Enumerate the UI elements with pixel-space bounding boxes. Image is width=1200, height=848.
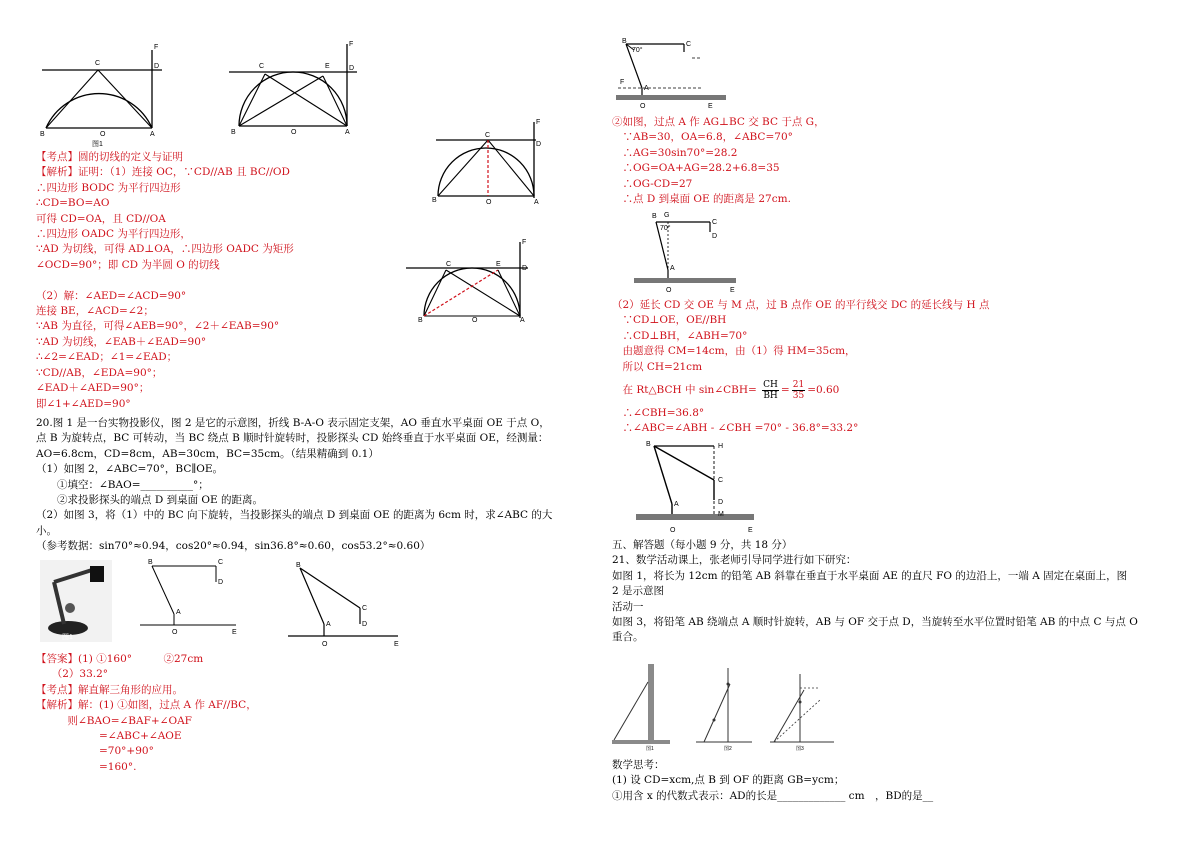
frac-prefix: 在 Rt△BCH 中 sin∠CBH= [612,384,757,396]
ans20-line: 则∠BAO=∠BAF+∠OAF [36,714,192,727]
label-O: O [100,131,106,138]
sec5-line: 重合。 [612,631,644,644]
sol19-line: 【考点】圆的切线的定义与证明 [36,151,183,163]
projector-photo [40,560,112,642]
sol-line: 由题意得 CM=14cm，由（1）得 HM=35cm， [612,345,856,358]
sec5-line: 如图 3，将铅笔 AB 绕端点 A 顺时针旋转，AB 与 OF 交于点 D，当旋转至水平位置时铅笔 AB 的中点 C 与点 O [612,616,1138,629]
label-B: B [231,129,236,136]
sol19-line [36,273,294,288]
label-fig1: 图1 [62,634,73,641]
label-B: B [622,38,627,45]
frac-eq: = [780,384,790,396]
label-C: C [686,41,692,48]
sol-line: ∵AB=30，OA=6.8，∠ABC=70° [612,131,793,144]
right-figure-BH [634,438,758,536]
label-C: C [218,559,224,566]
sol19-line: ∴四边形 BODC 为平行四边形 [36,181,181,194]
section-5 [612,538,1138,646]
frac-num: 21 [792,379,805,390]
sol19-line: 即∠1+∠AED=90° [36,397,131,410]
sol-line: ∴∠ABC=∠ABH - ∠CBH =70° - 36.8°=33.2° [612,422,859,435]
semicircle-figure-2 [225,40,365,140]
label-A: A [150,131,155,138]
q20-line: AO=6.8cm，CD=8cm，AB=30cm，BC=35cm。（结果精确到 0.1） [36,447,379,460]
label-O: O [291,129,297,136]
right-figure-AG [632,208,742,296]
sol19-line: ∵AB 为直径，可得∠AEB=90°，∠2＋∠EAB=90° [36,320,280,333]
label-fig2: 图2 [724,746,732,752]
label-F: F [522,239,527,246]
frac-den: 35 [792,390,805,401]
sol-line: （2）延长 CD 交 OE 与 M 点，过 B 点作 OE 的平行线交 DC 的延长线与 H 点 [612,299,990,311]
label-D: D [362,621,368,628]
label-A: A [644,85,649,92]
solution-20-part2-result [612,406,858,437]
label-fig3: 图3 [796,746,804,752]
sol19-line: ∠OCD=90°；即 CD 为半圆 O 的切线 [36,258,220,271]
label-angle70: 70° [632,47,643,54]
label-B: B [40,131,45,138]
label-A: A [520,317,525,324]
sol-line: ∴点 D 到桌面 OE 的距离是 27cm. [612,193,791,206]
label-H: H [718,443,724,450]
label-O: O [472,317,478,324]
answer-20 [36,652,257,775]
q20-line: （1）如图 2，∠ABC=70°，BC∥OE。 [36,463,224,476]
label-C: C [259,63,265,70]
label-E: E [232,629,237,636]
label-O: O [640,103,646,110]
sol19-line: 连接 BE，∠ACD=∠2； [36,305,154,318]
right-figure-AF [612,38,732,110]
think-line: ①用含 x 的代数式表示：AD的长是_____________ cm ，BD的是__ [612,789,934,802]
pencil-figure-2 [694,664,754,752]
label-C: C [446,261,452,268]
sol-line: ∴∠CBH=36.8° [612,407,705,419]
label-O: O [666,287,672,294]
label-O: O [172,629,178,636]
math-thinking [612,758,933,804]
label-A: A [345,129,350,136]
q20-line: 小。 [36,524,57,537]
label-C: C [362,605,368,612]
q20-line: （参考数据：sin70°≈0.94，cos20°≈0.94，sin36.8°≈0.60，cos53.2°≈0.60） [36,540,431,553]
sec5-line: 2 是示意图 [612,585,665,598]
sol19-line: ∴∠2=∠EAD；∠1=∠EAD； [36,351,178,364]
solution-20-part1b [612,115,825,207]
label-F: F [536,119,541,126]
label-B: B [652,213,657,220]
frac-suffix: =0.60 [807,384,840,396]
projector-diagram-fig3 [288,560,402,650]
label-B: B [646,441,651,448]
label-fig1: 图1 [646,746,654,752]
label-D: D [718,499,724,506]
label-A: A [176,609,181,616]
label-E: E [730,287,735,294]
sol-line: ∴CD⊥BH，∠ABH=70° [612,329,748,342]
q20-line: ①填空：∠BAO=__________°； [36,478,209,491]
ans20-line: 【解析】解：(1) ①如图，过点 A 作 AF//BC， [36,699,257,712]
label-C: C [718,477,724,484]
label-E: E [496,261,501,268]
label-C: C [712,219,718,226]
label-C: C [95,60,101,67]
ans20-line: （2）33.2° [36,668,109,681]
label-A: A [674,501,679,508]
label-O: O [486,199,492,206]
think-line: (1) 设 CD=xcm,点 B 到 OF 的距离 GB=ycm； [612,774,845,787]
q20-line: ②求投影探头的端点 D 到桌面 OE 的距离。 [36,494,264,507]
sol19-line: 【解析】证明：（1）连接 OC，∵CD//AB 且 BC//OD [36,166,290,179]
label-C: C [485,132,491,139]
fraction-CH-BH [762,380,779,401]
sec5-line: 21、数学活动课上，张老师引导同学进行如下研究： [612,554,857,567]
semicircle-figure-1 [36,40,166,150]
question-20 [36,416,552,555]
label-A: A [534,199,539,206]
label-E: E [394,641,399,648]
projector-diagram-fig2 [140,558,240,640]
label-E: E [708,103,713,110]
sol19-line: 可得 CD=OA，且 CD//OA [36,212,166,225]
frac-num: CH [763,379,778,390]
sin-fraction-line [612,376,839,404]
sec5-line: 如图 1，将长为 12cm 的铅笔 AB 斜靠在垂直于水平桌面 AE 的直尺 FO 的边沿上，一端 A 固定在桌面上，图 [612,569,1128,582]
label-D: D [218,579,224,586]
label-F: F [620,79,625,86]
think-line: 数学思考： [612,759,665,771]
ans20-line: 【答案】(1) ①160° ②27cm [36,653,204,665]
label-F: F [349,41,354,48]
sol19-line: ∵CD//AB，∠EDA=90°； [36,366,163,379]
label-O: O [670,527,676,534]
label-D: D [712,233,718,240]
label-B: B [148,559,153,566]
solution-20-part2 [612,298,989,375]
pencil-figure-3 [768,664,840,752]
ans20-line: =∠ABC+∠AOE [36,730,182,743]
fraction-21-35 [792,380,805,401]
q20-line: （2）如图 3，将（1）中的 BC 向下旋转，当投影探头的端点 D 到桌面 OE 的距离为 6cm 时，求∠ABC 的大 [36,509,553,522]
sol19-line: ∵AD 为切线，可得 AD⊥OA，∴四边形 OADC 为矩形 [36,243,294,256]
label-fig1: 图1 [92,141,103,148]
sec5-line: 活动一 [612,600,644,613]
label-M: M [718,511,724,518]
sol-line: ∵CD⊥OE，OE//BH [612,314,727,327]
label-B: B [432,197,437,204]
label-D: D [154,63,160,70]
solution-19 [36,150,294,412]
label-G: G [664,212,670,219]
sec5-line: 五、解答题（每小题 9 分，共 18 分） [612,539,793,551]
sol19-line: （2）解：∠AED=∠ACD=90° [36,289,187,302]
frac-den: BH [763,390,778,401]
sol-line: ∴OG-CD=27 [612,177,693,190]
q20-line: 20.图 1 是一台实物投影仪，图 2 是它的示意图，折线 B-A-O 表示固定支架，AO 垂直水平桌面 OE 于点 O， [36,417,550,429]
label-O: O [322,641,328,648]
label-A: A [670,265,675,272]
pencil-figure-1 [612,662,672,752]
sol19-line: ∠EAD＋∠AED=90°； [36,382,150,395]
semicircle-figure-solution-2 [402,239,542,324]
sol-line: 所以 CH=21cm [612,360,703,373]
semicircle-figure-solution-1 [430,118,550,208]
label-F: F [154,44,159,51]
label-D: D [536,141,542,148]
label-E: E [748,527,753,534]
label-D: D [349,65,355,72]
ans20-line: =70°+90° [36,745,154,758]
label-E: E [325,63,330,70]
label-A: A [326,621,331,628]
sol-line: ∴OG=OA+AG=28.2+6.8=35 [612,162,780,175]
ans20-line: 【考点】解直解三角形的应用。 [36,683,183,696]
sol-line: ②如图，过点 A 作 AG⊥BC 交 BC 于点 G， [612,116,825,128]
label-B: B [296,562,301,569]
sol19-line: ∴CD=BO=AO [36,197,110,210]
sol19-line: ∴四边形 OADC 为平行四边形， [36,228,191,241]
sol19-line: ∵AD 为切线，∠EAB＋∠EAD=90° [36,335,207,348]
ans20-line: =160°. [36,760,137,773]
q20-line: 点 B 为旋转点，BC 可转动，当 BC 绕点 B 顺时针旋转时，投影探头 CD 始终垂直于水平桌面 OE，经测量： [36,432,549,445]
label-B: B [418,317,423,324]
sol-line: ∴AG=30sin70°=28.2 [612,146,738,159]
label-D: D [522,265,528,272]
label-angle70: 70° [660,225,671,232]
